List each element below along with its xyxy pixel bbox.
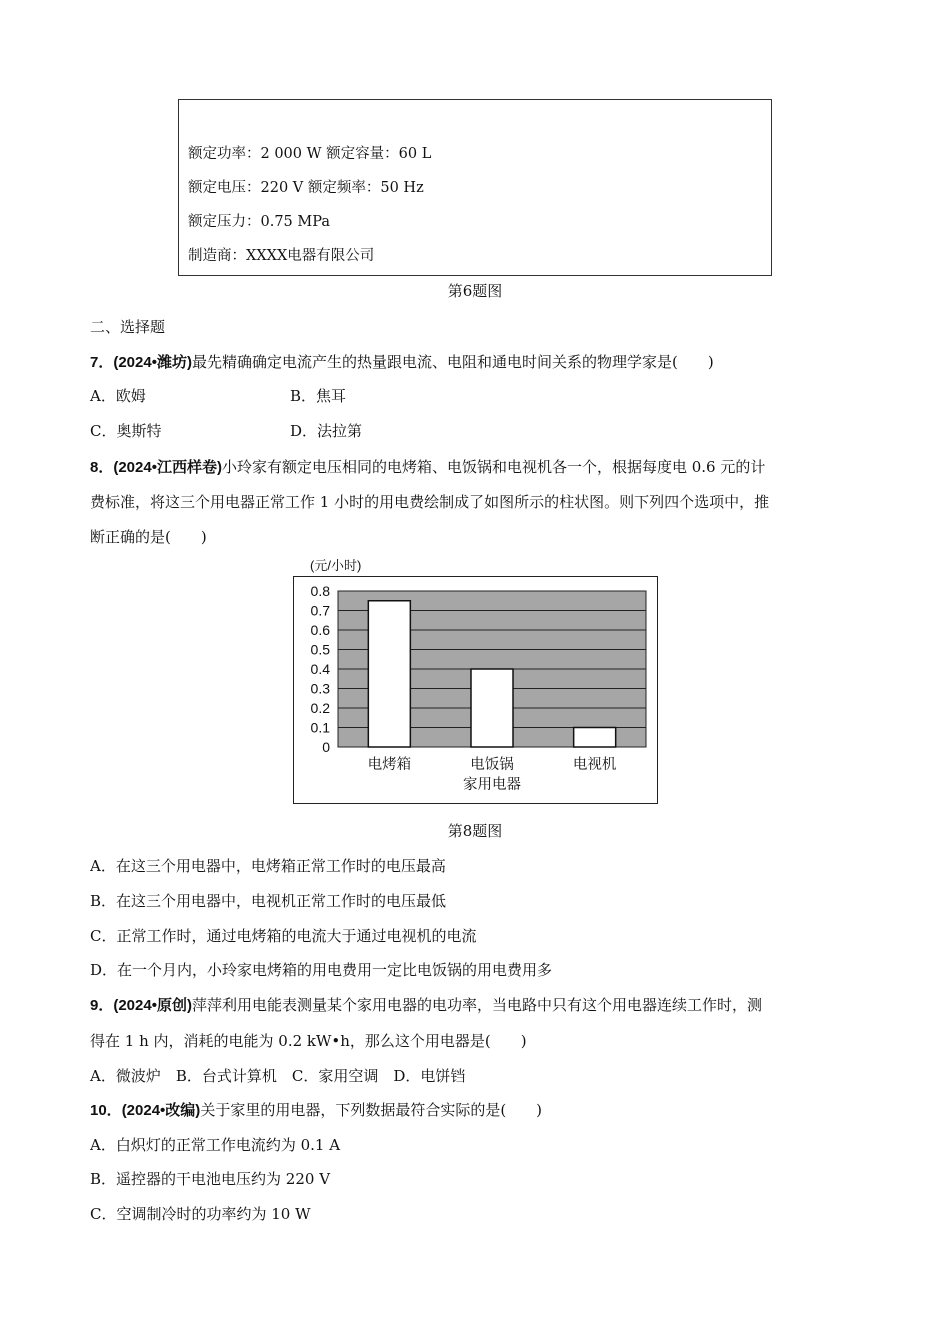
spec-line-voltage: 额定电压：220 V 额定频率：50 Hz	[188, 180, 424, 196]
y-tick-label: 0.7	[310, 602, 330, 619]
q8-option-b: B．在这三个用电器中，电视机正常工作时的电压最低	[90, 892, 447, 910]
figure-6-caption: 第6题图	[447, 282, 503, 300]
question-8-line-2: 费标准，将这三个用电器正常工作 1 小时的用电费绘制成了如图所示的柱状图。则下列四个选项中，推	[90, 493, 770, 511]
bar-3	[574, 728, 616, 748]
q7-option-d: D．法拉第	[290, 422, 363, 440]
question-7	[90, 351, 714, 372]
question-source: (2024•改编)	[121, 1102, 201, 1119]
spec-table	[178, 99, 772, 276]
bar-2	[471, 669, 513, 747]
x-category-label: 电视机	[572, 757, 617, 773]
question-source: (2024•江西样卷)	[113, 459, 222, 476]
q10-option-c: C．空调制冷时的功率约为 10 W	[90, 1205, 311, 1223]
y-tick-label: 0	[322, 739, 330, 755]
q7-option-a: A．欧姆	[90, 387, 146, 405]
y-tick-label: 0.3	[310, 680, 330, 697]
question-stem: 关于家里的用电器，下列数据最符合实际的是( )	[200, 1101, 543, 1119]
question-8-line-3: 断正确的是( )	[90, 528, 207, 546]
q10-option-b: B．遥控器的干电池电压约为 220 V	[90, 1170, 331, 1188]
q8-option-d: D．在一个月内，小玲家电烤箱的用电费用一定比电饭锅的用电费用多	[90, 961, 553, 979]
y-tick-label: 0.2	[310, 700, 330, 716]
question-number: 9．	[90, 997, 114, 1014]
question-9	[90, 994, 762, 1015]
q7-option-c: C．奥斯特	[90, 422, 162, 440]
q9-options: A．微波炉 B．台式计算机 C．家用空调 D．电饼铛	[90, 1067, 466, 1085]
question-stem: 小玲家有额定电压相同的电烤箱、电饭锅和电视机各一个，根据每度电 0.6 元的计	[221, 458, 766, 476]
y-tick-label: 0.1	[310, 719, 330, 736]
y-tick-label: 0.8	[310, 583, 330, 599]
x-category-label: 电烤箱	[367, 757, 412, 773]
q8-option-c: C．正常工作时，通过电烤箱的电流大于通过电视机的电流	[90, 927, 477, 945]
spec-line-manufacturer: 制造商：XXXX电器有限公司	[188, 248, 375, 264]
chart-y-unit: (元/小时)	[310, 558, 362, 573]
section-title: 二、选择题	[90, 318, 166, 336]
question-9-line-2: 得在 1 h 内，消耗的电能为 0.2 kW•h，那么这个用电器是( )	[90, 1032, 527, 1050]
question-source: (2024•潍坊)	[113, 354, 192, 371]
question-10	[90, 1099, 542, 1120]
y-tick-label: 0.5	[310, 641, 330, 658]
question-stem: 最先精确确定电流产生的热量跟电流、电阻和通电时间关系的物理学家是( )	[191, 353, 714, 371]
bar-1	[368, 601, 410, 747]
spec-line-power: 额定功率：2 000 W 额定容量：60 L	[188, 146, 432, 162]
question-8	[90, 456, 765, 477]
bar-chart-svg	[294, 577, 657, 803]
y-tick-label: 0.4	[310, 661, 330, 677]
question-number: 10．	[90, 1102, 122, 1119]
spec-line-pressure: 额定压力：0.75 MPa	[188, 214, 330, 230]
x-category-label: 电饭锅	[470, 757, 514, 773]
question-number: 7．	[90, 354, 114, 371]
question-stem: 萍萍利用电能表测量某个家用电器的电功率，当电路中只有这个用电器连续工作时，测	[191, 996, 762, 1014]
question-number: 8．	[90, 459, 114, 476]
q7-option-b: B．焦耳	[290, 387, 347, 405]
x-axis-title: 家用电器	[463, 777, 521, 793]
figure-8-caption: 第8题图	[447, 822, 503, 840]
y-tick-label: 0.6	[310, 622, 330, 638]
q10-option-a: A．白炽灯的正常工作电流约为 0.1 A	[90, 1136, 341, 1154]
bar-chart	[293, 576, 658, 804]
q8-option-a: A．在这三个用电器中，电烤箱正常工作时的电压最高	[90, 857, 446, 875]
question-source: (2024•原创)	[113, 997, 192, 1014]
